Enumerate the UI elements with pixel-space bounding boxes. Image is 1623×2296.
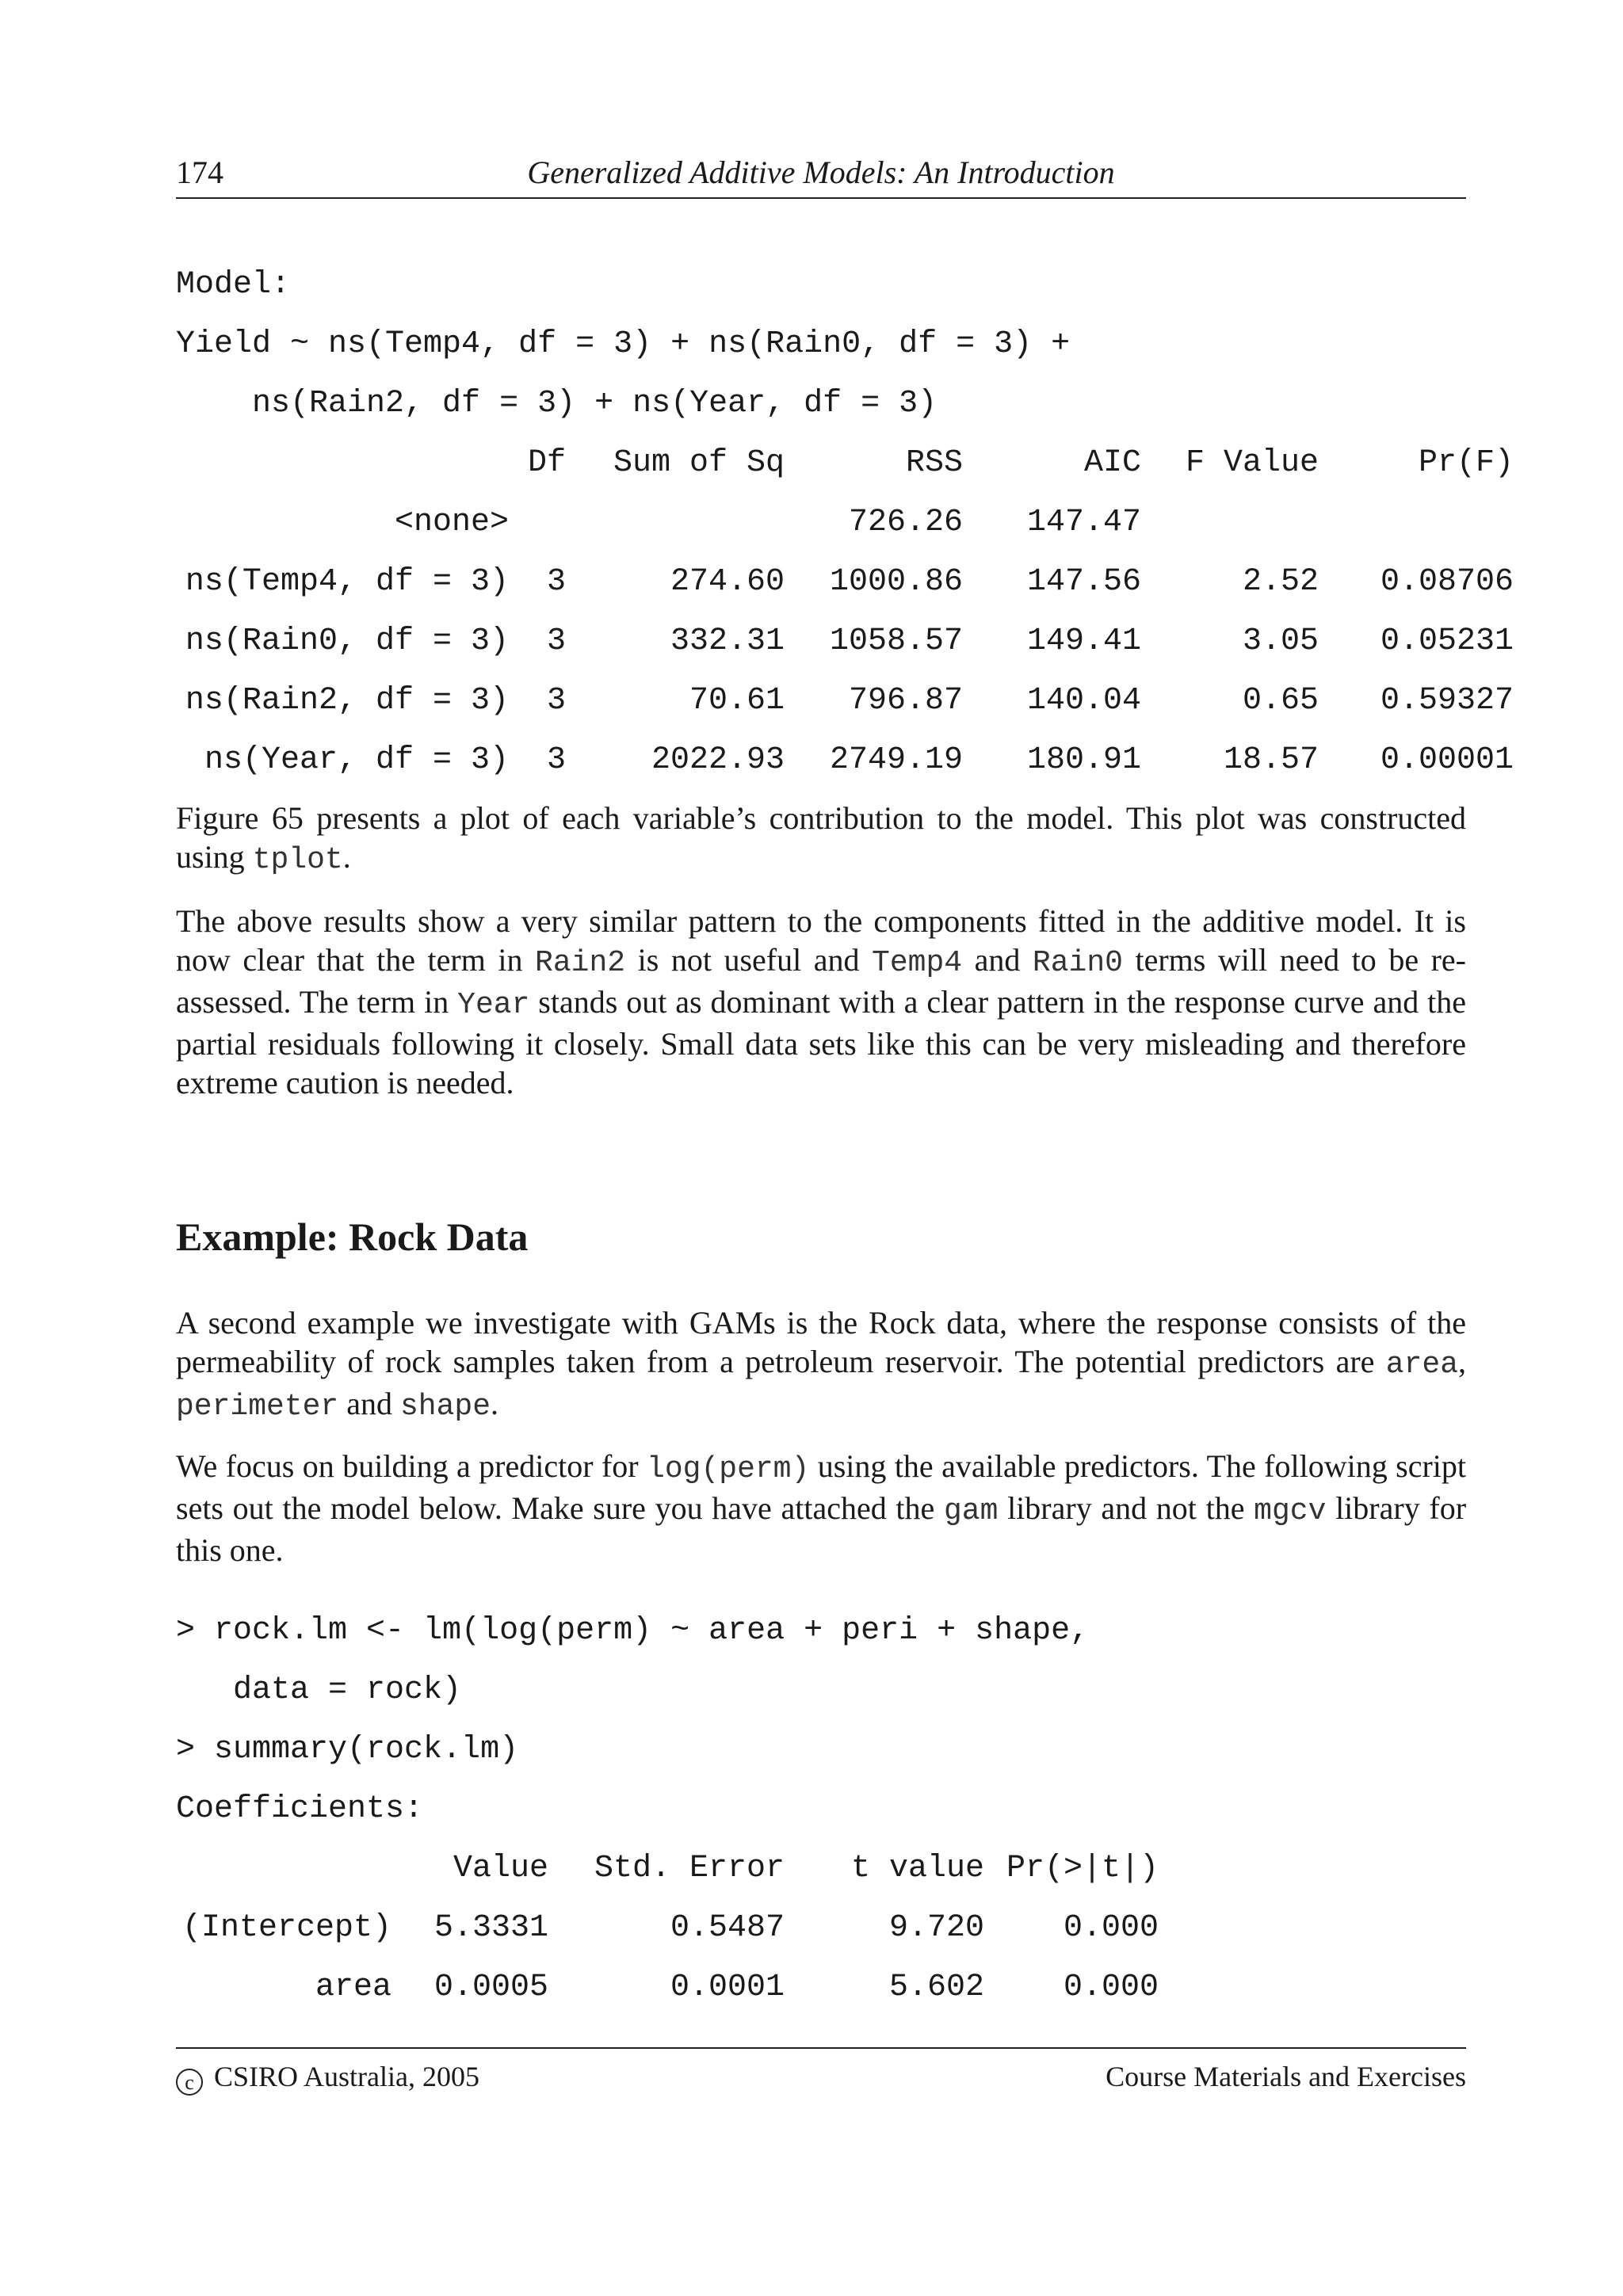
text: .	[342, 839, 351, 875]
header-t-value: t value	[850, 1851, 984, 1886]
inline-code: Rain2	[535, 946, 626, 980]
cell-t-value: 5.602	[888, 1970, 984, 2005]
cell-df: 3	[546, 564, 566, 600]
text: library and not the	[998, 1490, 1254, 1526]
text: terms will need to be re-assessed. The term in	[176, 942, 1466, 1020]
code-line: Model:	[176, 267, 291, 303]
paragraph	[176, 1447, 1466, 1569]
paragraph	[176, 902, 1466, 1102]
cell-f-value: 0.65	[1242, 683, 1319, 719]
cell-f-value: 18.57	[1223, 742, 1319, 778]
header-aic: AIC	[1083, 445, 1141, 481]
row-label: ns(Rain2, df = 3)	[185, 683, 509, 719]
cell-t-value: 9.720	[888, 1910, 984, 1946]
cell-aic: 147.47	[1026, 505, 1141, 540]
footer-right: Course Materials and Exercises	[1106, 2061, 1466, 2092]
code-line: > rock.lm <- lm(log(perm) ~ area + peri + shape,	[176, 1613, 1090, 1649]
row-label: ns(Year, df = 3)	[204, 742, 509, 778]
cell-df: 3	[546, 742, 566, 778]
page-number: 174	[176, 154, 223, 190]
code-line: Coefficients:	[176, 1791, 424, 1827]
inline-code: tplot	[252, 843, 343, 877]
text: and	[962, 942, 1033, 978]
text: Figure 65 presents a plot of each variable’s contribution to the model. This plot was constructed using	[176, 800, 1466, 875]
cell-rss: 1000.86	[829, 564, 963, 600]
cell-df: 3	[546, 624, 566, 659]
section-heading: Example: Rock Data	[176, 1215, 529, 1259]
cell-pr-f: 0.05231	[1380, 624, 1514, 659]
code-line: ns(Rain2, df = 3) + ns(Year, df = 3)	[176, 386, 938, 421]
text: .	[491, 1386, 499, 1421]
cell-pr-f: 0.08706	[1380, 564, 1514, 600]
row-label: (Intercept)	[181, 1910, 391, 1946]
inline-code: mgcv	[1254, 1494, 1327, 1528]
cell-rss: 796.87	[848, 683, 963, 719]
header-f-value: F Value	[1185, 445, 1319, 481]
page-header	[176, 154, 1466, 201]
text: using the available predictors. The following script sets out the model below. Make sure you have attached the	[176, 1448, 1466, 1526]
cell-aic: 149.41	[1026, 624, 1141, 659]
cell-pr-t: 0.000	[1063, 1910, 1159, 1946]
cell-pr-t: 0.000	[1063, 1970, 1159, 2005]
cell-aic: 180.91	[1026, 742, 1141, 778]
inline-code: gam	[943, 1494, 999, 1528]
header-sum-of-sq: Sum of Sq	[613, 445, 785, 481]
inline-code: Rain0	[1032, 946, 1123, 980]
header-rule	[176, 197, 1466, 199]
header-std-error: Std. Error	[594, 1851, 785, 1886]
inline-code: log(perm)	[647, 1452, 810, 1486]
cell-sum-of-sq: 2022.93	[651, 742, 785, 778]
cell-pr-f: 0.00001	[1380, 742, 1514, 778]
row-label: ns(Rain0, df = 3)	[185, 624, 509, 659]
header-rss: RSS	[905, 445, 963, 481]
inline-code: Temp4	[872, 946, 963, 980]
cell-pr-f: 0.59327	[1380, 683, 1514, 719]
text: The above results show a very similar pattern to the components fitted in the additive model. It is now clear that the term in	[176, 903, 1466, 978]
inline-code: area	[1385, 1348, 1458, 1382]
cell-df: 3	[546, 683, 566, 719]
copyright-icon: c	[176, 2069, 203, 2096]
paragraph	[176, 799, 1466, 879]
row-label: area	[315, 1970, 391, 2005]
cell-sum-of-sq: 274.60	[670, 564, 785, 600]
cell-std-error: 0.5487	[670, 1910, 785, 1946]
inline-code: Year	[457, 988, 530, 1022]
row-label: ns(Temp4, df = 3)	[185, 564, 509, 600]
inline-code: shape	[400, 1390, 491, 1424]
cell-aic: 147.56	[1026, 564, 1141, 600]
row-label: <none>	[394, 505, 509, 540]
text: We focus on building a predictor for	[176, 1448, 647, 1484]
cell-rss: 2749.19	[829, 742, 963, 778]
inline-code: perimeter	[176, 1390, 339, 1424]
cell-f-value: 3.05	[1242, 624, 1319, 659]
cell-sum-of-sq: 70.61	[689, 683, 785, 719]
cell-std-error: 0.0001	[670, 1970, 785, 2005]
paragraph	[176, 1303, 1466, 1426]
text: A second example we investigate with GAMs is the Rock data, where the response consists of the permeability of rock samples taken from a petroleum reservoir. The potential predictors are	[176, 1305, 1466, 1379]
footer-rule	[176, 2047, 1466, 2049]
cell-f-value: 2.52	[1242, 564, 1319, 600]
code-line: data = rock)	[176, 1672, 462, 1708]
text: library for this one.	[176, 1490, 1467, 1568]
footer-left	[176, 2060, 479, 2096]
header-value: Value	[453, 1851, 548, 1886]
cell-rss: 1058.57	[829, 624, 963, 659]
cell-rss: 726.26	[848, 505, 963, 540]
cell-value: 0.0005	[433, 1970, 548, 2005]
running-title: Generalized Additive Models: An Introduction	[527, 154, 1115, 190]
text: stands out as dominant with a clear pattern in the response curve and the partial residuals following it closely. Small data sets like this can be very misleading and therefore extreme caution is needed.	[176, 984, 1466, 1100]
code-line: > summary(rock.lm)	[176, 1732, 519, 1768]
header-pr-t: Pr(>|t|)	[1006, 1851, 1159, 1886]
text: and	[338, 1386, 400, 1421]
cell-value: 5.3331	[433, 1910, 548, 1946]
header-df: Df	[527, 445, 566, 481]
header-pr-f: Pr(F)	[1418, 445, 1514, 481]
text: ,	[1458, 1344, 1466, 1379]
code-line: Yield ~ ns(Temp4, df = 3) + ns(Rain0, df = 3) +	[176, 326, 1071, 362]
cell-sum-of-sq: 332.31	[670, 624, 785, 659]
cell-aic: 140.04	[1026, 683, 1141, 719]
text: is not useful and	[625, 942, 873, 978]
footer-copyright-text: CSIRO Australia, 2005	[214, 2061, 480, 2092]
